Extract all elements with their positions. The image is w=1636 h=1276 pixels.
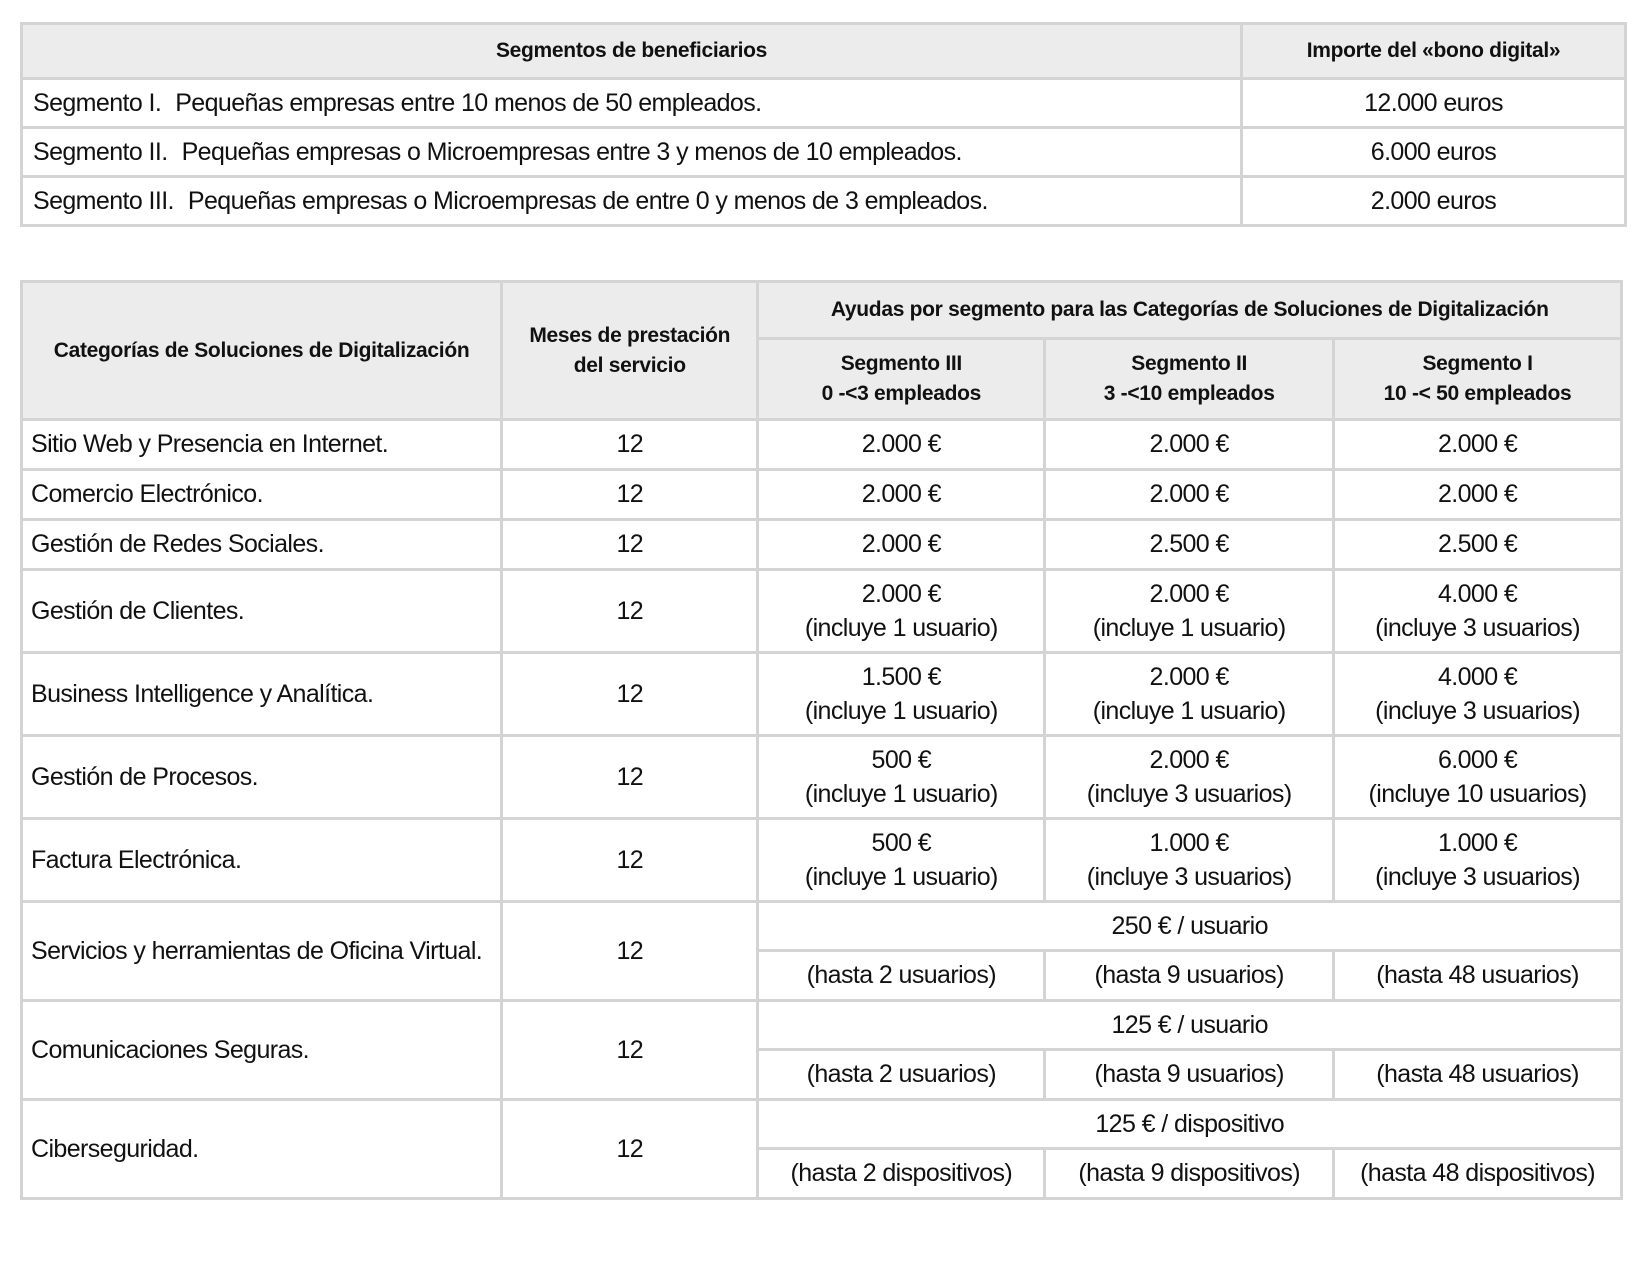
aid-note: (incluye 1 usuario) — [804, 614, 998, 642]
category-cell: Comunicaciones Seguras. — [22, 1001, 502, 1100]
segment-description: Pequeñas empresas o Microempresas entre 3 y menos de 10 empleados. — [181, 137, 962, 166]
category-cell: Gestión de Clientes. — [22, 570, 502, 653]
aid-amount: 1.500 € — [861, 663, 941, 691]
months-cell: 12 — [502, 902, 758, 1001]
segment-description: Pequeñas empresas entre 10 menos de 50 empleados. — [175, 88, 762, 117]
table-row — [22, 128, 1626, 177]
amount-cell: 2.000 euros — [1242, 177, 1626, 226]
aid-amount-cell — [758, 653, 1045, 736]
table-row — [22, 819, 1622, 902]
aid-amount-cell: 2.000 € — [1334, 470, 1622, 520]
aid-amount-cell — [1045, 570, 1334, 653]
months-cell: 12 — [502, 570, 758, 653]
aid-note: (incluye 3 usuarios) — [1086, 863, 1292, 891]
aid-amount-cell: 2.000 € — [1045, 470, 1334, 520]
aid-amount-cell — [1334, 736, 1622, 819]
segment-name: Segmento III. — [33, 186, 174, 215]
categories-header-row — [22, 282, 1622, 339]
segment-cell — [22, 79, 1242, 128]
category-cell: Ciberseguridad. — [22, 1100, 502, 1199]
category-cell: Factura Electrónica. — [22, 819, 502, 902]
table-row — [22, 420, 1622, 470]
aid-amount-cell — [1045, 736, 1334, 819]
limit-cell: (hasta 2 usuarios) — [758, 951, 1045, 1001]
aid-note: (incluye 1 usuario) — [804, 863, 998, 891]
limit-cell: (hasta 9 usuarios) — [1045, 1050, 1334, 1100]
segment-header-range: 10 -< 50 empleados — [1383, 382, 1572, 405]
aid-amount-cell — [1334, 819, 1622, 902]
category-cell: Comercio Electrónico. — [22, 470, 502, 520]
limit-cell: (hasta 2 dispositivos) — [758, 1149, 1045, 1199]
aid-note: (incluye 3 usuarios) — [1086, 780, 1292, 808]
category-cell: Gestión de Procesos. — [22, 736, 502, 819]
amount-header: Importe del «bono digital» — [1242, 24, 1626, 79]
limit-cell: (hasta 48 usuarios) — [1334, 951, 1622, 1001]
segments-header: Segmentos de beneficiarios — [22, 24, 1242, 79]
categories-table — [20, 280, 1623, 1200]
aid-amount-cell: 2.000 € — [758, 520, 1045, 570]
aid-note: (incluye 1 usuario) — [1092, 614, 1286, 642]
category-cell: Servicios y herramientas de Oficina Virtual. — [22, 902, 502, 1001]
aid-amount-cell — [758, 819, 1045, 902]
aid-amount-cell — [1045, 819, 1334, 902]
aid-amount: 500 € — [871, 829, 932, 857]
aid-amount: 1.000 € — [1437, 829, 1518, 857]
months-cell: 12 — [502, 736, 758, 819]
aid-note: (incluye 3 usuarios) — [1375, 863, 1580, 891]
aid-amount-cell — [758, 570, 1045, 653]
per-unit-rows — [22, 902, 1622, 1199]
aid-amount: 2.000 € — [1149, 580, 1229, 608]
table-row — [22, 653, 1622, 736]
unit-price-cell: 125 € / usuario — [758, 1001, 1622, 1050]
category-cell: Gestión de Redes Sociales. — [22, 520, 502, 570]
category-header: Categorías de Soluciones de Digitalización — [22, 282, 502, 420]
beneficiaries-table — [20, 22, 1627, 227]
months-cell: 12 — [502, 819, 758, 902]
months-cell: 12 — [502, 520, 758, 570]
months-cell: 12 — [502, 653, 758, 736]
aid-amount-cell: 2.500 € — [1045, 520, 1334, 570]
table-row — [22, 177, 1626, 226]
table-row — [22, 736, 1622, 819]
months-header — [502, 282, 758, 420]
table-row — [22, 470, 1622, 520]
months-cell: 12 — [502, 420, 758, 470]
category-cell: Sitio Web y Presencia en Internet. — [22, 420, 502, 470]
aid-note: (incluye 3 usuarios) — [1375, 614, 1580, 642]
limit-cell: (hasta 2 usuarios) — [758, 1050, 1045, 1100]
segment-header-name: Segmento II — [1131, 352, 1248, 375]
aid-amount: 500 € — [871, 746, 932, 774]
months-cell: 12 — [502, 1001, 758, 1100]
months-header-line1: Meses de prestación — [529, 323, 731, 347]
aid-amount: 4.000 € — [1437, 580, 1518, 608]
segment-description: Pequeñas empresas o Microempresas de entre 0 y menos de 3 empleados. — [187, 186, 988, 215]
table-row — [22, 79, 1626, 128]
aid-amount-cell — [758, 736, 1045, 819]
table-row — [22, 520, 1622, 570]
beneficiaries-header-row — [22, 24, 1626, 79]
unit-price-cell: 250 € / usuario — [758, 902, 1622, 951]
segment-i-header — [1334, 339, 1622, 420]
segment-iii-header — [758, 339, 1045, 420]
aid-amount-cell: 2.500 € — [1334, 520, 1622, 570]
months-cell: 12 — [502, 470, 758, 520]
segment-cell — [22, 177, 1242, 226]
aid-amount-cell — [1334, 570, 1622, 653]
segment-header-range: 3 -<10 empleados — [1103, 382, 1275, 405]
limit-cell: (hasta 48 usuarios) — [1334, 1050, 1622, 1100]
segment-name: Segmento II. — [33, 137, 168, 166]
aid-amount-cell: 2.000 € — [758, 420, 1045, 470]
segment-cell — [22, 128, 1242, 177]
aid-amount-cell: 2.000 € — [758, 470, 1045, 520]
table-row — [22, 570, 1622, 653]
segment-header-range: 0 -<3 empleados — [821, 382, 982, 405]
table-row — [22, 902, 1622, 951]
aid-amount: 2.000 € — [1149, 746, 1229, 774]
months-header-line2: del servicio — [573, 353, 686, 377]
aid-note: (incluye 1 usuario) — [804, 697, 998, 725]
aid-note: (incluye 3 usuarios) — [1375, 697, 1580, 725]
aid-amount: 6.000 € — [1437, 746, 1518, 774]
amount-cell: 6.000 euros — [1242, 128, 1626, 177]
category-cell: Business Intelligence y Analítica. — [22, 653, 502, 736]
aid-note: (incluye 1 usuario) — [804, 780, 998, 808]
aid-amount-cell: 2.000 € — [1334, 420, 1622, 470]
amount-cell: 12.000 euros — [1242, 79, 1626, 128]
aid-amount: 2.000 € — [861, 580, 941, 608]
aid-note: (incluye 1 usuario) — [1092, 697, 1286, 725]
aid-amount-cell: 2.000 € — [1045, 420, 1334, 470]
aid-amount-cell — [1334, 653, 1622, 736]
detailed-rows — [22, 570, 1622, 902]
aid-amount: 1.000 € — [1149, 829, 1229, 857]
segment-header-name: Segmento III — [840, 352, 962, 375]
unit-price-cell: 125 € / dispositivo — [758, 1100, 1622, 1149]
aid-group-header: Ayudas por segmento para las Categorías de Soluciones de Digitalización — [758, 282, 1622, 339]
months-cell: 12 — [502, 1100, 758, 1199]
simple-rows — [22, 420, 1622, 570]
limit-cell: (hasta 9 dispositivos) — [1045, 1149, 1334, 1199]
limit-cell: (hasta 48 dispositivos) — [1334, 1149, 1622, 1199]
aid-amount-cell — [1045, 653, 1334, 736]
aid-amount: 2.000 € — [1149, 663, 1229, 691]
table-row — [22, 1100, 1622, 1149]
aid-amount: 4.000 € — [1437, 663, 1518, 691]
segment-ii-header — [1045, 339, 1334, 420]
segment-header-name: Segmento I — [1422, 352, 1533, 375]
segment-name: Segmento I. — [33, 88, 162, 117]
table-row — [22, 1001, 1622, 1050]
limit-cell: (hasta 9 usuarios) — [1045, 951, 1334, 1001]
aid-note: (incluye 10 usuarios) — [1368, 780, 1587, 808]
